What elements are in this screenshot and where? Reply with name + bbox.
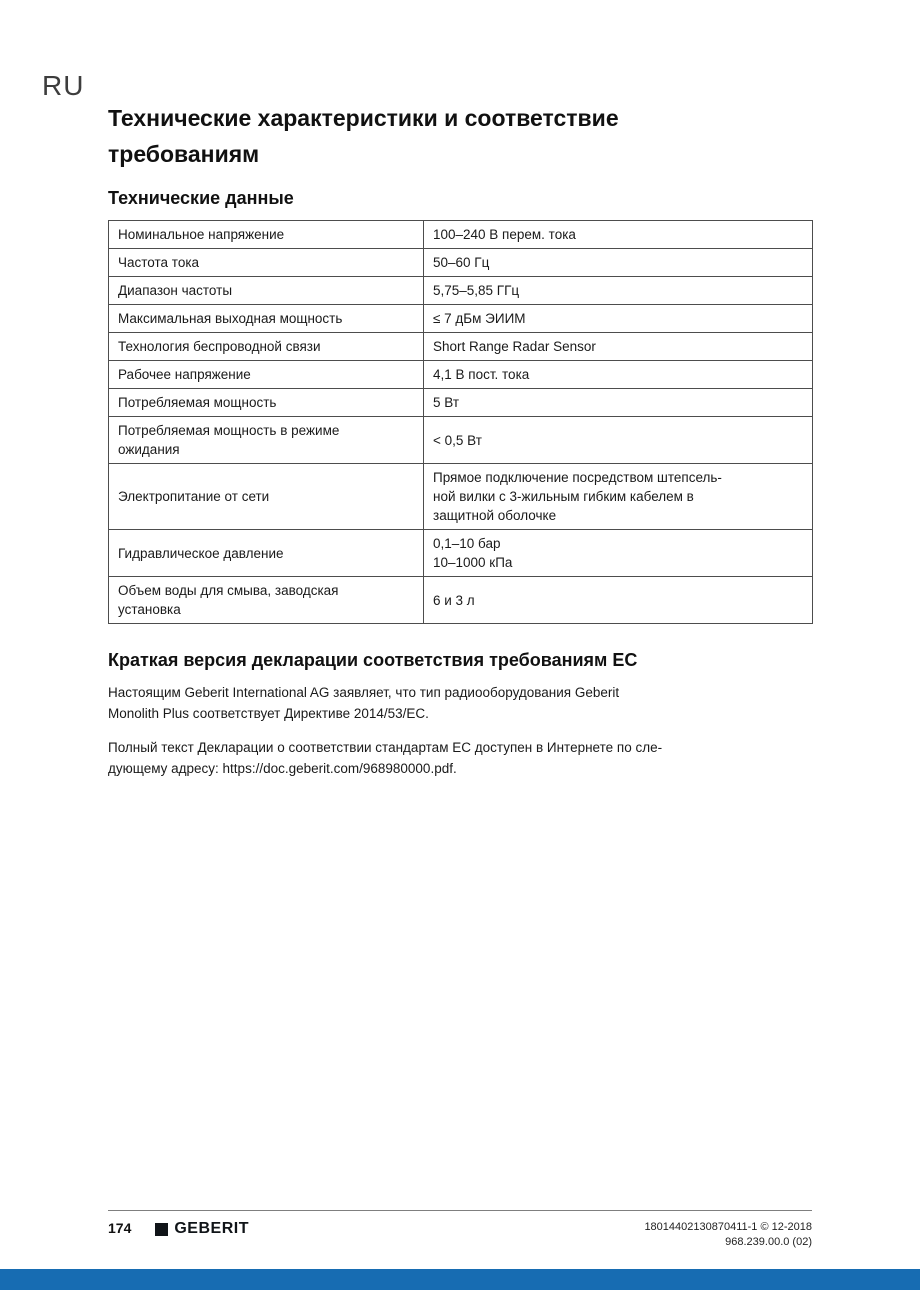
table-row [109,464,813,530]
spec-value: 50–60 Гц [424,249,813,277]
page-content [108,100,813,792]
spec-label: Частота тока [109,249,424,277]
declaration-paragraph-1: Настоящим Geberit International AG заявляет, что тип радиооборудования Geberit Monolith Plus соответствует Директиве 2014/53/ЕС. [108,685,620,721]
spec-value: Прямое подключение посредством штепсель- ной вилки с 3-жильным гибким кабелем в защитной оболочке [424,464,813,530]
spec-label: Максимальная выходная мощность [109,305,424,333]
table-row [109,389,813,417]
logo-square-icon [155,1223,168,1236]
spec-label: Потребляемая мощность в режиме ожидания [109,417,424,464]
spec-label: Рабочее напряжение [109,361,424,389]
spec-value: ≤ 7 дБм ЭИИМ [424,305,813,333]
table-row [109,530,813,577]
document-identifiers [644,1220,812,1250]
doc-id-line-1: 18014402130870411-1 © 12-2018 [644,1221,812,1233]
spec-label: Потребляемая мощность [109,389,424,417]
section-heading-technical-data: Технические данные [108,188,294,208]
spec-value: 100–240 В перем. тока [424,221,813,249]
table-row [109,577,813,624]
spec-label: Гидравлическое давление [109,530,424,577]
bottom-color-bar [0,1269,920,1290]
table-row [109,277,813,305]
section-heading-eu-declaration: Краткая версия декларации соответствия требованиям ЕС [108,650,638,670]
spec-value: 0,1–10 бар 10–1000 кПа [424,530,813,577]
table-row [109,305,813,333]
declaration-paragraph-2: Полный текст Декларации о соответствии стандартам ЕС доступен в Интернете по сле- дующему адресу: https://doc.geberit.com/968980000.pdf. [108,740,663,776]
spec-label: Технология беспроводной связи [109,333,424,361]
page-title: Технические характеристики и соответствие требованиям [108,105,619,167]
spec-label: Объем воды для смыва, заводская установка [109,577,424,624]
spec-value: 5 Вт [424,389,813,417]
brand-name: GEBERIT [174,1220,249,1237]
table-row [109,361,813,389]
spec-value: Short Range Radar Sensor [424,333,813,361]
table-row [109,333,813,361]
doc-id-line-2: 968.239.00.0 (02) [725,1236,812,1248]
page-number: 174 [108,1220,132,1236]
spec-value: 5,75–5,85 ГГц [424,277,813,305]
spec-label: Диапазон частоты [109,277,424,305]
footer-divider [108,1210,812,1211]
table-row [109,417,813,464]
spec-label: Номинальное напряжение [109,221,424,249]
language-marker: RU [42,70,85,101]
spec-label: Электропитание от сети [109,464,424,530]
spec-value: 6 и 3 л [424,577,813,624]
spec-value: 4,1 В пост. тока [424,361,813,389]
technical-data-table [108,220,813,624]
table-row [109,221,813,249]
table-row [109,249,813,277]
spec-value: < 0,5 Вт [424,417,813,464]
geberit-logo [155,1220,249,1238]
page-footer [108,1220,812,1250]
